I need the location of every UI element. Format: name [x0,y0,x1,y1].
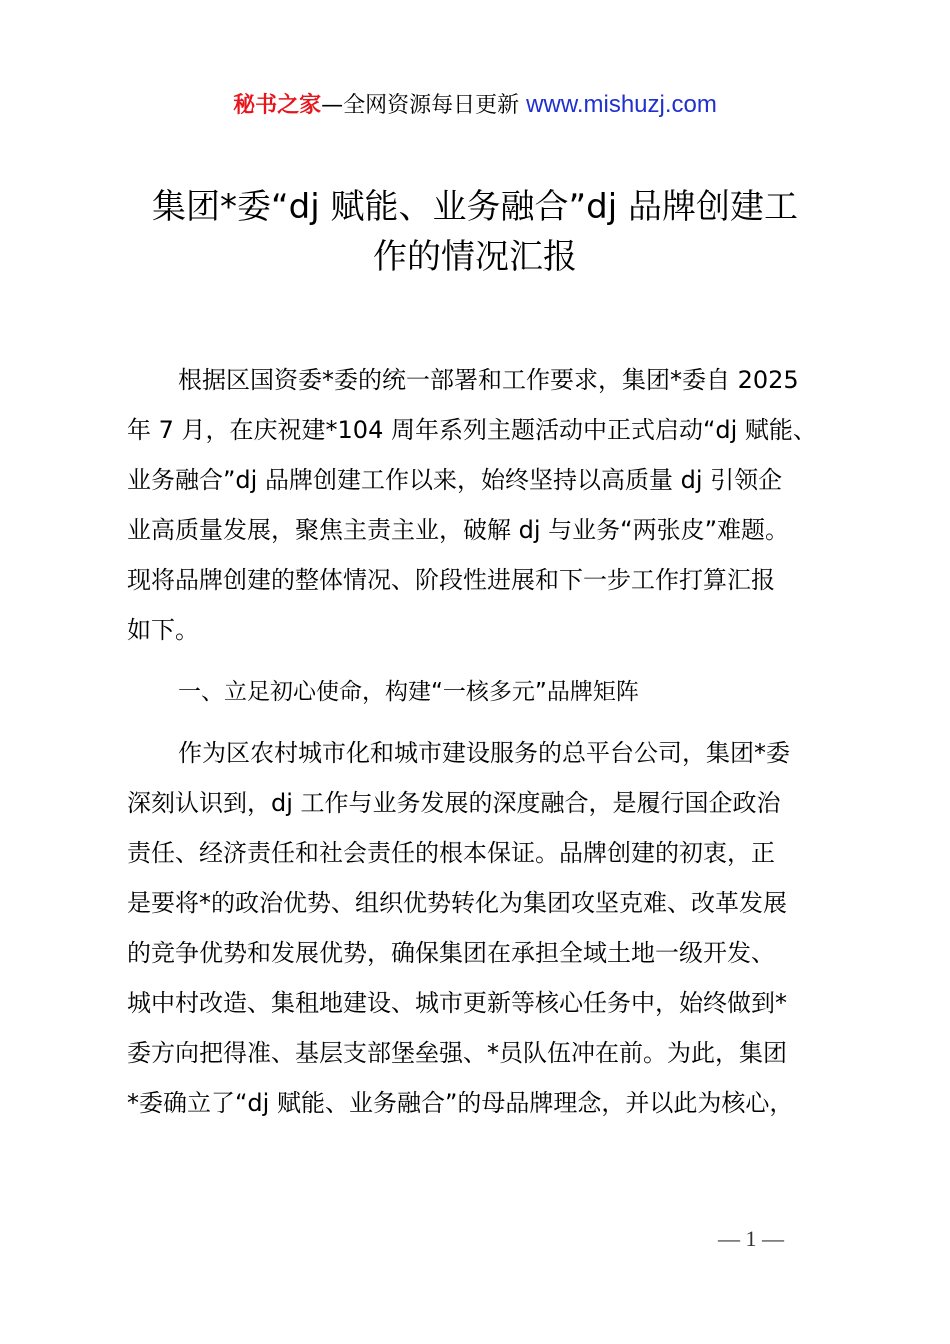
paragraph-line: 责任、经济责任和社会责任的根本保证。品牌创建的初衷，正 [127,839,775,867]
paragraph-line: 深刻认识到，dj 工作与业务发展的深度融合，是履行国企政治 [127,789,781,817]
title-line: 集团*委“dj 赋能、业务融合”dj 品牌创建工 [152,187,798,227]
section-heading: 一、立足初心使命，构建“一核多元”品牌矩阵 [178,679,639,705]
paragraph-line: 业务融合”dj 品牌创建工作以来，始终坚持以高质量 dj 引领企 [127,466,783,494]
site-banner [0,88,950,119]
paragraph-line: 年 7 月，在庆祝建*104 周年系列主题活动中正式启动“dj 赋能、 [127,416,817,444]
paragraph-line: 城中村改造、集租地建设、城市更新等核心任务中，始终做到* [127,989,787,1017]
banner-url[interactable]: www.mishuzj.com [526,91,717,118]
paragraph-line: 根据区国资委*委的统一部署和工作要求，集团*委自 2025 [178,366,799,394]
paragraph-line: 是要将*的政治优势、组织优势转化为集团攻坚克难、改革发展 [127,889,787,917]
page-number: — 1 — [718,1226,784,1251]
paragraph-line: 作为区农村城市化和城市建设服务的总平台公司，集团*委 [178,739,790,767]
banner-tagline: —全网资源每日更新 [321,93,527,118]
paragraph-line: 如下。 [127,616,199,644]
paragraph-line: 委方向把得准、基层支部堡垒强、*员队伍冲在前。为此，集团 [127,1039,787,1067]
paragraph-line: 的竞争优势和发展优势，确保集团在承担全域土地一级开发、 [127,939,775,967]
paragraph-line: 业高质量发展，聚焦主责主业，破解 dj 与业务“两张皮”难题。 [127,516,790,544]
document-title [0,182,950,282]
title-line: 作的情况汇报 [373,237,577,277]
banner-brand: 秘书之家 [233,93,322,118]
paragraph-line: *委确立了“dj 赋能、业务融合”的母品牌理念，并以此为核心， [127,1089,794,1117]
paragraph-line: 现将品牌创建的整体情况、阶段性进展和下一步工作打算汇报 [127,566,775,594]
